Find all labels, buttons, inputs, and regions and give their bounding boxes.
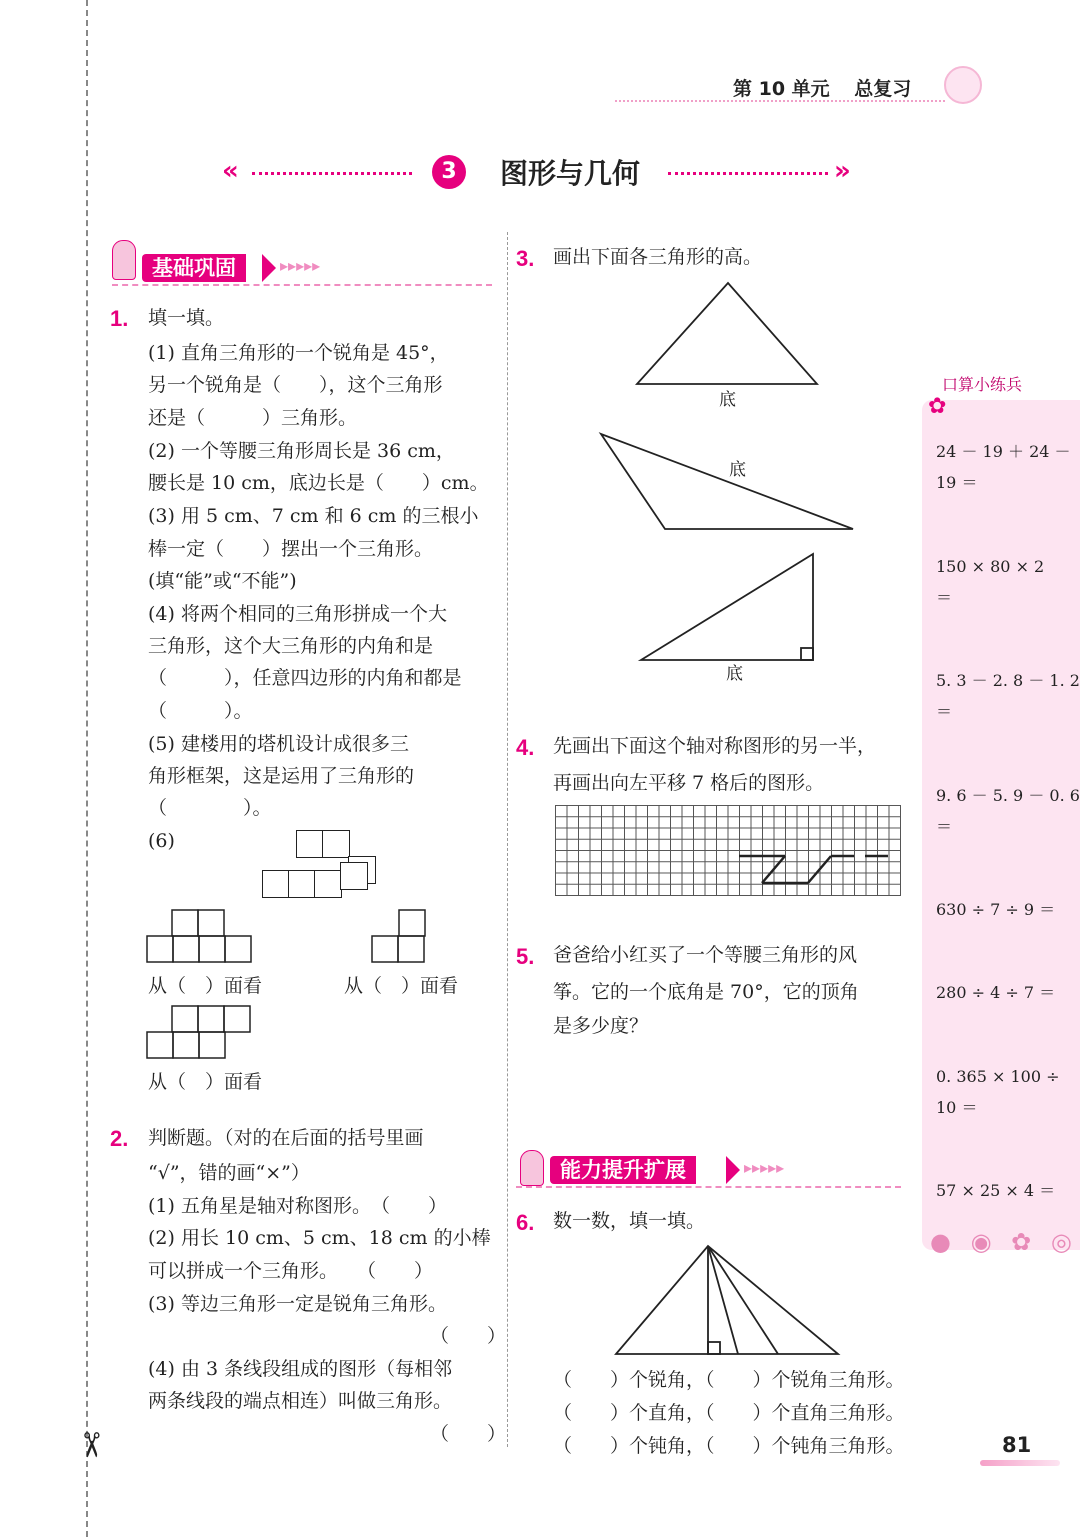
right-dotted-rule xyxy=(668,172,828,175)
banner-arrows-icon: ▸▸▸▸▸ xyxy=(744,1158,785,1177)
sidebar-expr: 10 ＝ xyxy=(936,1098,978,1117)
flower-icon: ✿ xyxy=(928,394,947,419)
sidebar-expr: 280 ÷ 4 ÷ 7 ＝ xyxy=(936,983,1056,1002)
q3-number: 3. xyxy=(516,246,535,271)
q2-line: (4) 由 3 条线段组成的图形（每相邻 xyxy=(148,1358,453,1380)
page-number: 81 xyxy=(1002,1433,1032,1457)
view-label-3: 从（ ）面看 xyxy=(148,1071,263,1093)
page-number-underline xyxy=(980,1460,1060,1466)
sidebar-item xyxy=(936,894,1055,925)
q2-line: (2) 用长 10 cm、5 cm、18 cm 的小棒 xyxy=(148,1227,491,1249)
cut-line xyxy=(86,0,88,1537)
sidebar-expr: 5. 3 － 2. 8 － 1. 2 xyxy=(936,671,1080,690)
q6-triangle-figure xyxy=(610,1240,846,1360)
q2-line: 两条线段的端点相连）叫做三角形。 xyxy=(148,1390,453,1412)
sidebar-item xyxy=(936,1175,1055,1206)
extend-banner-arrow xyxy=(726,1156,740,1184)
column-divider xyxy=(507,232,508,1447)
basic-banner: 基础巩固 xyxy=(142,254,246,282)
view-label-1: 从（ ）面看 xyxy=(148,975,263,997)
q1-line: (填“能”或“不能”) xyxy=(148,570,297,592)
extend-divider xyxy=(516,1186,901,1188)
q1-line: 三角形，这个大三角形的内角和是 xyxy=(148,635,434,657)
cube xyxy=(322,830,350,858)
girl-icon xyxy=(520,1150,544,1186)
basic-banner-arrow xyxy=(262,254,276,282)
right-arrows-icon: » xyxy=(834,156,851,186)
q1-line: (5) 建楼用的塔机设计成很多三 xyxy=(148,733,409,755)
sidebar-expr: ＝ xyxy=(936,588,953,607)
q4-line: 再画出向左平移 7 格后的图形。 xyxy=(553,772,825,794)
sidebar-item xyxy=(936,436,1071,498)
extend-banner: 能力提升扩展 xyxy=(550,1156,696,1184)
q6-answer: （ ）个钝角，（ ）个钝角三角形。 xyxy=(553,1435,905,1457)
cube xyxy=(288,870,316,898)
view-shape-1 xyxy=(146,908,252,964)
snail-decoration-icon: ● ◉ ✿ ◎ xyxy=(930,1228,1078,1256)
q4-line: 先画出下面这个轴对称图形的另一半， xyxy=(553,735,877,757)
left-dotted-rule xyxy=(252,172,412,175)
q1-line: 还是（ ）三角形。 xyxy=(148,407,358,429)
q1-line: (2) 一个等腰三角形周长是 36 cm， xyxy=(148,440,455,462)
q1-line: （ ），任意四边形的内角和都是 xyxy=(148,667,462,689)
sidebar-expr: ＝ xyxy=(936,702,953,721)
half-figure xyxy=(555,805,901,896)
triangle-right xyxy=(641,554,813,660)
q1-line: （ ）。 xyxy=(148,797,272,819)
sidebar-expr: 150 × 80 × 2 xyxy=(936,557,1045,576)
sidebar-item xyxy=(936,665,1080,727)
q6-answer: （ ）个直角，（ ）个直角三角形。 xyxy=(553,1402,905,1424)
cube xyxy=(296,830,324,858)
base-label: 底 xyxy=(729,460,746,480)
sidebar-expr: 24 － 19 ＋ 24 － xyxy=(936,442,1071,461)
q1-line: (1) 直角三角形的一个锐角是 45°， xyxy=(148,342,449,364)
q4-number: 4. xyxy=(516,735,535,760)
sidebar-expr: 0. 365 × 100 ÷ xyxy=(936,1067,1060,1086)
triangle-acute xyxy=(637,283,817,384)
q2-line: （ ） xyxy=(430,1325,507,1347)
section-title-row xyxy=(222,152,862,198)
base-label: 底 xyxy=(726,664,743,684)
q5-number: 5. xyxy=(516,944,535,969)
q1-line: (4) 将两个相同的三角形拼成一个大 xyxy=(148,603,447,625)
q5-line: 筝。它的一个底角是 70°，它的顶角 xyxy=(553,981,859,1003)
q5-line: 爸爸给小红买了一个等腰三角形的风 xyxy=(553,944,858,966)
q1-line: 另一个锐角是（ ），这个三角形 xyxy=(148,374,443,396)
q6-text: 数一数，填一填。 xyxy=(553,1210,706,1232)
cube xyxy=(340,862,368,890)
cube xyxy=(262,870,290,898)
unit-label: 第 10 单元 xyxy=(733,78,830,100)
section-number-badge: 3 xyxy=(432,155,466,189)
unit-title: 总复习 xyxy=(854,78,912,100)
sidebar-expr: 19 ＝ xyxy=(936,473,978,492)
flower-icon xyxy=(944,66,982,104)
sidebar-expr: 9. 6 － 5. 9 － 0. 6 xyxy=(936,786,1080,805)
sidebar-expr: ＝ xyxy=(936,817,953,836)
sidebar-expr: 57 × 25 × 4 ＝ xyxy=(936,1181,1056,1200)
q1-line: 腰长是 10 cm，底边长是（ ）cm。 xyxy=(148,472,489,494)
header-divider xyxy=(615,100,945,102)
section-title: 图形与几何 xyxy=(500,157,641,190)
base-label: 底 xyxy=(719,390,736,410)
q2-line: （ ） xyxy=(430,1423,507,1445)
banner-arrows-icon: ▸▸▸▸▸ xyxy=(280,256,321,275)
q2-line: (3) 等边三角形一定是锐角三角形。 xyxy=(148,1293,447,1315)
view-shape-3 xyxy=(146,1004,252,1060)
q2-line: 判断题。（对的在后面的括号里画 xyxy=(148,1127,424,1149)
sidebar-title: 口算小练兵 xyxy=(942,375,1023,394)
header xyxy=(733,74,911,101)
scissors-icon: ✂ xyxy=(70,1430,111,1460)
q6-answer: （ ）个锐角，（ ）个锐角三角形。 xyxy=(553,1369,905,1391)
sidebar-item xyxy=(936,1061,1060,1123)
view-shape-2 xyxy=(370,908,428,964)
q1-line: (3) 用 5 cm、7 cm 和 6 cm 的三根小 xyxy=(148,505,479,527)
q6-number: 6. xyxy=(516,1210,535,1235)
q1-title: 填一填。 xyxy=(148,307,225,329)
q2-line: (1) 五角星是轴对称图形。 （ ） xyxy=(148,1195,447,1217)
q2-number: 2. xyxy=(110,1126,129,1151)
sidebar-expr: 630 ÷ 7 ÷ 9 ＝ xyxy=(936,900,1056,919)
basic-divider xyxy=(112,284,492,286)
q1-line: 棒一定（ ）摆出一个三角形。 xyxy=(148,538,434,560)
sidebar-item xyxy=(936,551,1044,613)
left-arrows-icon: « xyxy=(222,156,239,186)
sidebar-item xyxy=(936,780,1080,842)
sidebar-item xyxy=(936,977,1055,1008)
q2-line: “√”，错的画“×”） xyxy=(148,1162,310,1184)
q1-number: 1. xyxy=(110,306,129,331)
q1-line: 角形框架，这是运用了三角形的 xyxy=(148,765,415,787)
q1-line: （ ）。 xyxy=(148,700,253,722)
q3-text: 画出下面各三角形的高。 xyxy=(553,246,763,268)
triangle-obtuse xyxy=(601,434,853,529)
girl-icon xyxy=(112,240,136,280)
cube xyxy=(314,870,342,898)
view-label-2: 从（ ）面看 xyxy=(344,975,459,997)
q1-line: (6) xyxy=(148,830,175,852)
q2-line: 可以拼成一个三角形。 （ ） xyxy=(148,1260,434,1282)
q5-line: 是多少度？ xyxy=(553,1015,649,1037)
